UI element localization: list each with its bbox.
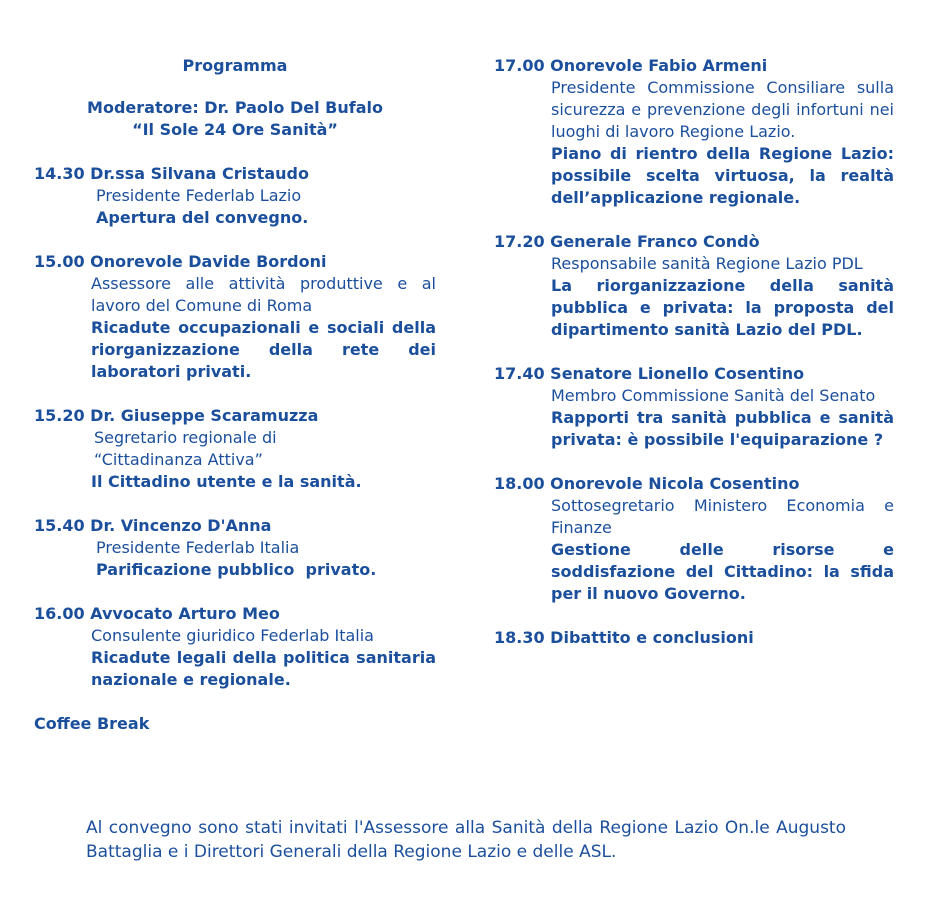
entry-talk: Gestione delle risorse e soddisfazione del Cittadino: la sfida per il nuovo Governo. (551, 540, 894, 603)
moderator-name: Moderatore: Dr. Paolo Del Bufalo (87, 98, 383, 117)
entry-role: Segretario regionale di “Cittadinanza Attiva” (94, 428, 277, 469)
entry-talk: Apertura del convegno. (96, 208, 309, 227)
entry-time-speaker: 18.00 Onorevole Nicola Cosentino (494, 474, 800, 493)
program-entry (34, 515, 436, 581)
entry-time-speaker: 15.20 Dr. Giuseppe Scaramuzza (34, 406, 319, 425)
program-entry (494, 363, 894, 451)
entry-time-speaker: 16.00 Avvocato Arturo Meo (34, 604, 280, 623)
entry-talk: Rapporti tra sanità pubblica e sanità privata: è possibile l'equiparazione ? (551, 408, 894, 449)
entry-role: Responsabile sanità Regione Lazio PDL (551, 254, 863, 273)
entry-talk: Piano di rientro della Regione Lazio: possibile scelta virtuosa, la realtà dell’applicazione regionale. (551, 144, 894, 207)
footer-note: Al convegno sono stati invitati l'Assessore alla Sanità della Regione Lazio On.le Augusto Battaglia e i Direttori Generali della Regione Lazio e delle ASL. (86, 818, 846, 862)
entry-role: Sottosegretario Ministero Economia e Finanze (551, 496, 894, 537)
entry-time-speaker: 15.40 Dr. Vincenzo D'Anna (34, 516, 272, 535)
program-entry (34, 163, 436, 229)
program-entry (34, 405, 436, 493)
entry-time-speaker: 15.00 Onorevole Davide Bordoni (34, 252, 327, 271)
entry-role: Presidente Commissione Consiliare sulla sicurezza e prevenzione degli infortuni nei luoghi di lavoro Regione Lazio. (551, 78, 894, 141)
entry-role: Membro Commissione Sanità del Senato (551, 386, 876, 405)
entry-role: Presidente Federlab Lazio (96, 186, 302, 205)
moderator-affiliation: “Il Sole 24 Ore Sanità” (132, 120, 338, 139)
right-column (494, 55, 894, 649)
program-entry (34, 251, 436, 383)
entry-role: Presidente Federlab Italia (96, 538, 300, 557)
coffee-break: Coffee Break (34, 714, 150, 733)
program-entry (34, 603, 436, 691)
program-entry (494, 473, 894, 605)
program-entry (494, 55, 894, 209)
entry-time-speaker: 14.30 Dr.ssa Silvana Cristaudo (34, 164, 309, 183)
entry-talk: Il Cittadino utente e la sanità. (91, 472, 362, 491)
entry-time-speaker: 17.20 Generale Franco Condò (494, 232, 760, 251)
entry-talk: La riorganizzazione della sanità pubblica e privata: la proposta del dipartimento sanità Lazio del PDL. (551, 276, 894, 339)
entry-talk: Parificazione pubblico privato. (96, 560, 377, 579)
left-column (34, 55, 436, 735)
entry-talk: Ricadute legali della politica sanitaria nazionale e regionale. (91, 648, 436, 689)
closing-debate: 18.30 Dibattito e conclusioni (494, 628, 754, 647)
entry-time-speaker: 17.40 Senatore Lionello Cosentino (494, 364, 805, 383)
entry-talk: Ricadute occupazionali e sociali della riorganizzazione della rete dei laboratori privati. (91, 318, 436, 381)
program-entry (494, 231, 894, 341)
entry-role: Consulente giuridico Federlab Italia (91, 626, 374, 645)
entry-time-speaker: 17.00 Onorevole Fabio Armeni (494, 56, 768, 75)
entry-role: Assessore alle attività produttive e al lavoro del Comune di Roma (91, 274, 436, 315)
program-title: Programma (182, 56, 288, 75)
